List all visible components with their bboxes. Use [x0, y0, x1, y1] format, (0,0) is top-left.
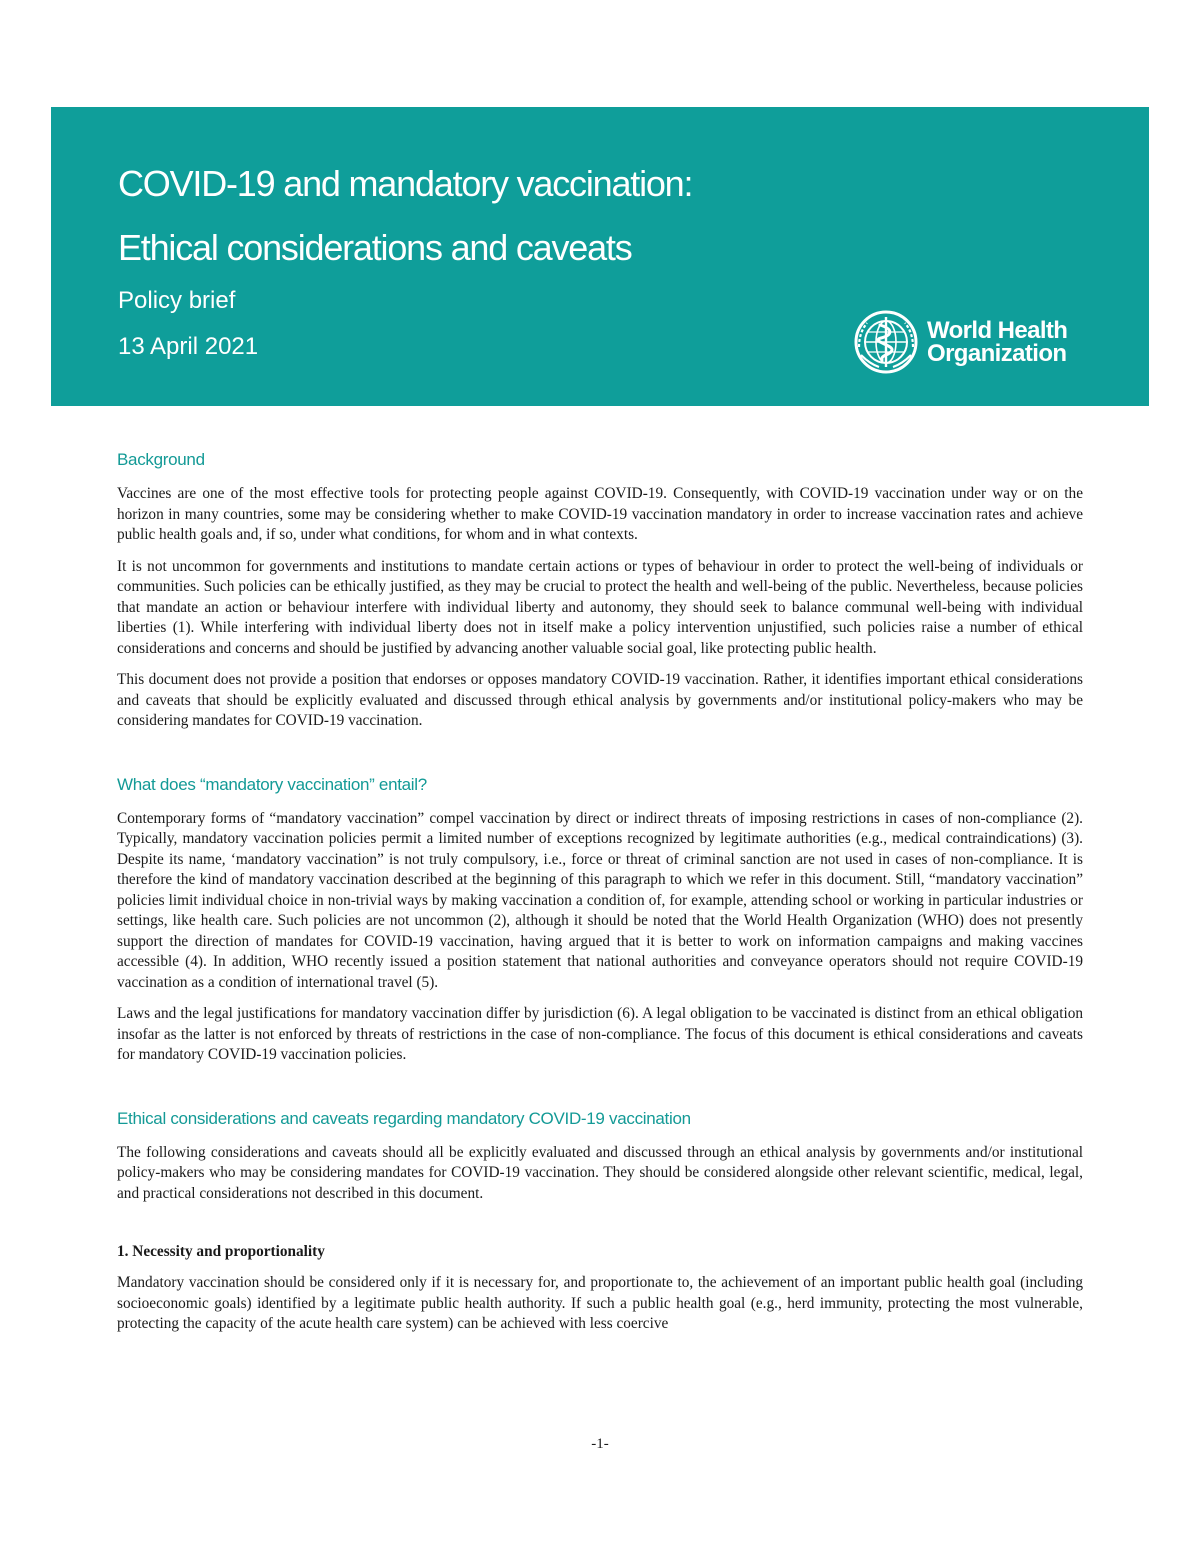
- paragraph: Laws and the legal justifications for mandatory vaccination differ by jurisdiction (6). A legal obligation to be vaccinated is distinct from an ethical obligation insofar as the latter is not enforced by threats of restrictions in the case of non-compliance. The focus of this document is ethical considerations and caveats for mandatory COVID-19 vaccination policies.: [117, 1005, 1083, 1063]
- paragraph: Mandatory vaccination should be considered only if it is necessary for, and proportionate to, the achievement of an important public health goal (including socioeconomic goals) identified by a legitimate public health authority. If such a public health goal (e.g., herd immunity, protecting the most vulnerable, protecting the capacity of the acute health care system) can be achieved with less coercive: [117, 1274, 1083, 1332]
- who-emblem-icon: [853, 309, 919, 375]
- paragraph: Contemporary forms of “mandatory vaccination” compel vaccination by direct or indirect threats of imposing restrictions in cases of non-compliance (2). Typically, mandatory vaccination policies permit a limited number of exceptions recognized by legitimate authorities (e.g., medical contraindications) (3). Despite its name, ‘mandatory vaccination” is not truly compulsory, i.e., force or threat of criminal sanction are not used in cases of non-compliance. It is therefore the kind of mandatory vaccination described at the beginning of this paragraph to which we refer in this document. Still, “mandatory vaccination” policies limit individual choice in non-trivial ways by making vaccination a condition of, for example, attending school or working in particular industries or settings, like health care. Such policies are not uncommon (2), although it should be noted that the World Health Organization (WHO) does not presently support the direction of mandates for COVID-19 vaccination, having argued that it is better to work on information campaigns and making vaccines accessible (4). In addition, WHO recently issued a position statement that national authorities and conveyance operators should not require COVID-19 vaccination as a condition of international travel (5).: [117, 809, 1083, 991]
- section-heading-ethical: Ethical considerations and caveats regarding mandatory COVID-19 vaccination: [117, 1108, 691, 1128]
- who-wordmark-line-1: World Health: [927, 317, 1068, 344]
- paragraph: This document does not provide a position that endorses or opposes mandatory COVID-19 vaccination. Rather, it identifies important ethical considerations and caveats that should be explicitly evaluated and discussed through ethical analysis by governments and/or institutional policy-makers who may be considering mandates for COVID-19 vaccination.: [117, 671, 1083, 729]
- document-title-line-1: COVID-19 and mandatory vaccination:: [118, 163, 693, 204]
- section-heading-background: Background: [117, 450, 205, 469]
- who-wordmark-line-2: Organization: [927, 340, 1067, 367]
- paragraph: It is not uncommon for governments and institutions to mandate certain actions or types of behaviour in order to protect the well-being of individuals or communities. Such policies can be ethically justified, as they may be crucial to protect the health and well-being of the public. Nevertheless, because policies that mandate an action or behaviour interfere with individual liberty and autonomy, they should seek to balance communal well-being with individual liberties (1). While interfering with individual liberty does not in itself make a policy intervention unjustified, such policies raise a number of ethical considerations and concerns and should be justified by advancing another valuable social goal, like protecting public health.: [117, 557, 1083, 657]
- who-wordmark: [927, 319, 1067, 365]
- document-date: 13 April 2021: [118, 333, 259, 360]
- section-heading-entail: What does “mandatory vaccination” entail?: [117, 774, 427, 794]
- document-title-line-2: Ethical considerations and caveats: [118, 227, 632, 268]
- subsection-heading-necessity: 1. Necessity and proportionality: [117, 1243, 325, 1260]
- paragraph: The following considerations and caveats should all be explicitly evaluated and discussed through an ethical analysis by governments and/or institutional policy-makers who may be considering mandates for COVID-19 vaccination. They should be considered alongside other relevant scientific, medical, legal, and practical considerations not described in this document.: [117, 1143, 1083, 1202]
- page-number: -1-: [591, 1436, 609, 1452]
- who-logo: [853, 309, 1067, 375]
- header-banner: [51, 107, 1149, 406]
- document-subtitle: Policy brief: [118, 287, 236, 314]
- document-body: [117, 450, 1083, 1346]
- paragraph: Vaccines are one of the most effective tools for protecting people against COVID-19. Consequently, with COVID-19 vaccination under way or on the horizon in many countries, some may be considering whether to make COVID-19 vaccination mandatory in order to increase vaccination rates and achieve public health goals and, if so, under what conditions, for whom and in what contexts.: [117, 485, 1083, 543]
